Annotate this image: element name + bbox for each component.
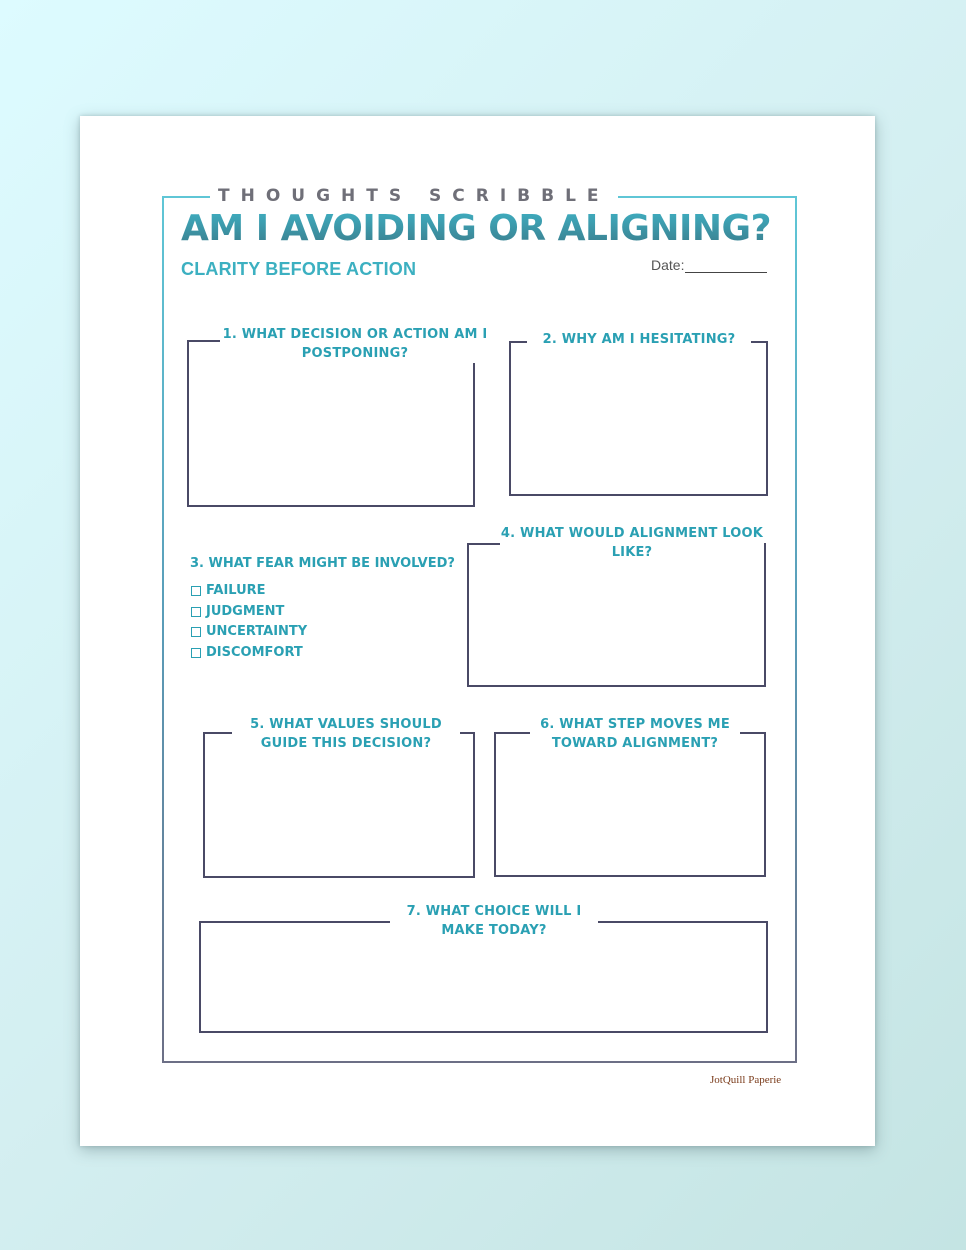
question-5: 5. WHAT VALUES SHOULD GUIDE THIS DECISION? bbox=[232, 715, 460, 753]
page-title: AM I AVOIDING OR ALIGNING? bbox=[181, 208, 771, 249]
fear-options-list bbox=[191, 581, 307, 663]
date-field[interactable] bbox=[651, 257, 767, 273]
question-3: 3. WHAT FEAR MIGHT BE INVOLVED? bbox=[190, 556, 455, 571]
answer-box-6[interactable] bbox=[494, 732, 766, 877]
worksheet-page bbox=[80, 116, 875, 1146]
checkbox-icon[interactable] bbox=[191, 607, 201, 617]
answer-box-2[interactable] bbox=[509, 341, 768, 496]
fear-option-judgment[interactable]: JUDGMENT bbox=[191, 602, 307, 623]
footer-brand: JotQuill Paperie bbox=[710, 1074, 782, 1086]
question-2: 2. WHY AM I HESITATING? bbox=[527, 330, 751, 349]
brand-label: THOUGHTS SCRIBBLE bbox=[210, 186, 618, 206]
checkbox-icon[interactable] bbox=[191, 648, 201, 658]
page-subtitle: CLARITY BEFORE ACTION bbox=[181, 259, 417, 279]
checkbox-icon[interactable] bbox=[191, 586, 201, 596]
answer-box-5[interactable] bbox=[203, 732, 475, 878]
question-7: 7. WHAT CHOICE WILL I MAKE TODAY? bbox=[390, 902, 598, 940]
answer-box-1[interactable] bbox=[187, 340, 475, 507]
question-1: 1. WHAT DECISION OR ACTION AM I POSTPONING? bbox=[220, 325, 490, 363]
date-line bbox=[685, 258, 767, 273]
date-label: Date: bbox=[651, 257, 685, 273]
question-4: 4. WHAT WOULD ALIGNMENT LOOK LIKE? bbox=[500, 526, 764, 560]
fear-option-failure[interactable]: FAILURE bbox=[191, 581, 307, 602]
checkbox-icon[interactable] bbox=[191, 627, 201, 637]
fear-option-uncertainty[interactable]: UNCERTAINTY bbox=[191, 622, 307, 643]
answer-box-4[interactable] bbox=[467, 543, 766, 687]
question-6: 6. WHAT STEP MOVES ME TOWARD ALIGNMENT? bbox=[530, 715, 740, 753]
fear-option-discomfort[interactable]: DISCOMFORT bbox=[191, 643, 307, 664]
